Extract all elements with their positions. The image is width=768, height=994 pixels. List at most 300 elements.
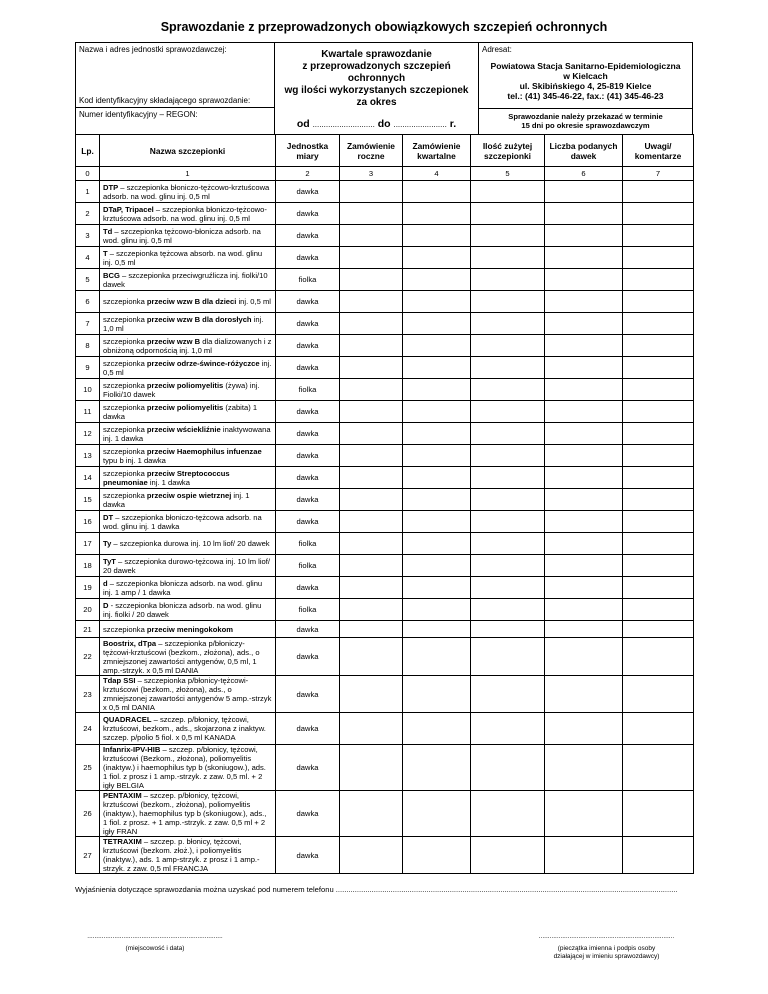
annual-order-cell[interactable] <box>340 676 403 713</box>
unit-of-measure: dawka <box>276 445 340 467</box>
vaccine-name: TETRAXIM – szczep. p. błonicy, tężcowi, krztuścowi (bezkom. złoż.), i poliomyelitis (inaktyw.), ads. 1 amp-strzyk. z prosz i 1 amp.-strzyk. z zaw. 0,5 ml FRANCJA <box>100 837 276 874</box>
comments-cell[interactable] <box>623 445 694 467</box>
form-title: Sprawozdanie z przeprowadzonych obowiązkowych szczepień ochronnych <box>160 20 608 34</box>
unit-of-measure: dawka <box>276 203 340 225</box>
comments-cell[interactable] <box>623 269 694 291</box>
table-row <box>76 291 694 313</box>
doses-given-cell[interactable] <box>545 357 623 379</box>
annual-order-cell[interactable] <box>340 555 403 577</box>
place-date-label: (miejscowość i data) <box>125 945 185 952</box>
unit-of-measure: fiolka <box>276 379 340 401</box>
table-row <box>76 445 694 467</box>
row-number: 18 <box>76 555 100 577</box>
row-number: 7 <box>76 313 100 335</box>
annual-order-cell[interactable] <box>340 791 403 837</box>
phone-note[interactable]: Wyjaśnienia dotyczące sprawozdania można uzyskać pod numerem telefonu .................................................................................................................................................................. <box>75 885 678 894</box>
doses-given-cell[interactable] <box>545 713 623 745</box>
vaccine-name: Tdap SSI – szczepionka p/błonicy-tężcowi-krztuścowi (bezkom., złożona), ads., o zmniejszonej zawartości antygenów 5 amp.-strzyk x 0,5 ml DANIA <box>100 676 276 713</box>
row-number: 25 <box>76 745 100 791</box>
used-quantity-cell[interactable] <box>471 676 545 713</box>
doses-given-cell[interactable] <box>545 555 623 577</box>
unit-of-measure: fiolka <box>276 269 340 291</box>
quarterly-order-cell[interactable] <box>403 837 471 874</box>
row-number: 15 <box>76 489 100 511</box>
unit-of-measure: dawka <box>276 291 340 313</box>
col-header-annual-order: Zamówienie roczne <box>340 135 403 167</box>
comments-cell[interactable] <box>623 335 694 357</box>
place-date-field[interactable] <box>75 933 235 953</box>
quarterly-order-cell[interactable] <box>403 638 471 676</box>
unit-of-measure: dawka <box>276 791 340 837</box>
addressee-box <box>478 42 693 109</box>
period-to-field[interactable]: ........................ <box>393 120 447 129</box>
doses-given-cell[interactable] <box>545 401 623 423</box>
table-row <box>76 837 694 874</box>
addressee-address <box>479 61 692 101</box>
comments-cell[interactable] <box>623 379 694 401</box>
unit-of-measure: dawka <box>276 638 340 676</box>
used-quantity-cell[interactable] <box>471 291 545 313</box>
quarterly-order-cell[interactable] <box>403 621 471 638</box>
doses-given-cell[interactable] <box>545 577 623 599</box>
annual-order-cell[interactable] <box>340 577 403 599</box>
used-quantity-cell[interactable] <box>471 511 545 533</box>
vaccine-name: d – szczepionka błonicza adsorb. na wod. glinu inj. 1 amp / 1 dawka <box>100 577 276 599</box>
period-suffix: r. <box>449 118 457 130</box>
vaccine-name: DTP – szczepionka błoniczo-tężcowo-krztuścowa adsorb. na wod. glinu inj. 0,5 ml <box>100 181 276 203</box>
vaccine-name: T – szczepionka tężcowa absorb. na wod. glinu inj. 0,5 ml <box>100 247 276 269</box>
used-quantity-cell[interactable] <box>471 379 545 401</box>
used-quantity-cell[interactable] <box>471 638 545 676</box>
col-header-quarterly-order: Zamówienie kwartalne <box>403 135 471 167</box>
doses-given-cell[interactable] <box>545 467 623 489</box>
table-row <box>76 745 694 791</box>
comments-cell[interactable] <box>623 621 694 638</box>
annual-order-cell[interactable] <box>340 467 403 489</box>
table-row <box>76 225 694 247</box>
unit-of-measure: dawka <box>276 676 340 713</box>
annual-order-cell[interactable] <box>340 599 403 621</box>
table-header-row <box>76 135 694 167</box>
annual-order-cell[interactable] <box>340 745 403 791</box>
row-number: 3 <box>76 225 100 247</box>
comments-cell[interactable] <box>623 225 694 247</box>
table-row <box>76 791 694 837</box>
row-number: 8 <box>76 335 100 357</box>
vaccine-name: szczepionka przeciw wzw B dla dorosłych inj. 1,0 ml <box>100 313 276 335</box>
doses-given-cell[interactable] <box>545 291 623 313</box>
annual-order-cell[interactable] <box>340 713 403 745</box>
row-number: 19 <box>76 577 100 599</box>
quarterly-order-cell[interactable] <box>403 401 471 423</box>
signature-dots: ........................................................................... <box>538 933 675 940</box>
unit-of-measure: dawka <box>276 357 340 379</box>
quarterly-order-cell[interactable] <box>403 313 471 335</box>
table-row <box>76 423 694 445</box>
regon-label: Numer identyfikacyjny – REGON: <box>79 110 198 119</box>
unit-of-measure: fiolka <box>276 599 340 621</box>
place-date-dots: ........................................................................... <box>87 933 223 940</box>
doses-given-cell[interactable] <box>545 269 623 291</box>
used-quantity-cell[interactable] <box>471 713 545 745</box>
doses-given-cell[interactable] <box>545 837 623 874</box>
unit-of-measure: fiolka <box>276 533 340 555</box>
table-row <box>76 577 694 599</box>
doses-given-cell[interactable] <box>545 621 623 638</box>
table-row <box>76 676 694 713</box>
row-number: 17 <box>76 533 100 555</box>
regon-box[interactable] <box>75 107 275 135</box>
doses-given-cell[interactable] <box>545 203 623 225</box>
used-quantity-cell[interactable] <box>471 357 545 379</box>
vaccine-name: szczepionka przeciw wzw B dla dializowanych i z obniżoną odpornością inj. 1,0 ml <box>100 335 276 357</box>
annual-order-cell[interactable] <box>340 247 403 269</box>
signature-label-line: działającej w imieniu sprawozdawcy) <box>553 953 660 960</box>
unit-of-measure: dawka <box>276 837 340 874</box>
annual-order-cell[interactable] <box>340 638 403 676</box>
quarterly-order-cell[interactable] <box>403 181 471 203</box>
table-row <box>76 621 694 638</box>
vaccine-name: Infanrix-IPV-HIB – szczep. p/błonicy, tężcowi, krztuścowi (Bezkom., złożona), poliomyelitis (inaktyw.) i haemophilus typ b (skoniugow.), ads. 1 fiol. z prosz i 1 amp.-strzyk. z zaw. 0,5 ml. + 2 igły BELGIA <box>100 745 276 791</box>
vaccine-name: szczepionka przeciw Haemophilus infuenzae typu b inj. 1 dawka <box>100 445 276 467</box>
unit-of-measure: dawka <box>276 745 340 791</box>
row-number: 14 <box>76 467 100 489</box>
report-title-line: ochronnych <box>347 73 406 84</box>
row-number: 1 <box>76 181 100 203</box>
quarterly-order-cell[interactable] <box>403 357 471 379</box>
col-number: 6 <box>545 167 623 181</box>
column-number-row <box>76 167 694 181</box>
used-quantity-cell[interactable] <box>471 621 545 638</box>
quarterly-order-cell[interactable] <box>403 445 471 467</box>
table-row <box>76 357 694 379</box>
annual-order-cell[interactable] <box>340 269 403 291</box>
quarterly-order-cell[interactable] <box>403 489 471 511</box>
doses-given-cell[interactable] <box>545 791 623 837</box>
quarterly-order-cell[interactable] <box>403 467 471 489</box>
doses-given-cell[interactable] <box>545 423 623 445</box>
quarterly-order-cell[interactable] <box>403 247 471 269</box>
row-number: 26 <box>76 791 100 837</box>
vaccine-name: szczepionka przeciw Streptococcus pneumoniae inj. 1 dawka <box>100 467 276 489</box>
comments-cell[interactable] <box>623 577 694 599</box>
used-quantity-cell[interactable] <box>471 269 545 291</box>
row-number: 12 <box>76 423 100 445</box>
comments-cell[interactable] <box>623 247 694 269</box>
comments-cell[interactable] <box>623 291 694 313</box>
quarterly-order-cell[interactable] <box>403 599 471 621</box>
row-number: 6 <box>76 291 100 313</box>
used-quantity-cell[interactable] <box>471 791 545 837</box>
unit-of-measure: dawka <box>276 713 340 745</box>
unit-of-measure: fiolka <box>276 555 340 577</box>
used-quantity-cell[interactable] <box>471 599 545 621</box>
comments-cell[interactable] <box>623 203 694 225</box>
vaccine-name: szczepionka przeciw wściekliźnie inaktywowana inj. 1 dawka <box>100 423 276 445</box>
used-quantity-cell[interactable] <box>471 401 545 423</box>
comments-cell[interactable] <box>623 423 694 445</box>
annual-order-cell[interactable] <box>340 401 403 423</box>
comments-cell[interactable] <box>623 599 694 621</box>
addressee-label: Adresat: <box>482 45 512 54</box>
quarterly-order-cell[interactable] <box>403 269 471 291</box>
table-row <box>76 401 694 423</box>
doses-given-cell[interactable] <box>545 225 623 247</box>
vaccine-name: szczepionka przeciw meningokokom <box>100 621 276 638</box>
table-row <box>76 181 694 203</box>
table-row <box>76 511 694 533</box>
doses-given-cell[interactable] <box>545 379 623 401</box>
annual-order-cell[interactable] <box>340 533 403 555</box>
addressee-line: ul. Skibińskiego 4, 25-819 Kielce <box>519 81 652 91</box>
table-row <box>76 489 694 511</box>
vaccine-name: PENTAXIM – szczep. p/błonicy, tężcowi, krztuścowi (bezkom., złożona), poliomyelitis (inaktyw.), haemophilus typ b (skoniugow.), ads., 1 fiol. z prosz. + 1 amp.-strzyk. z zaw. 0,5 ml + 2 igły FRAN <box>100 791 276 837</box>
vaccine-name: Boostrix, dTpa – szczepionka p/błoniczy-tężcowi-krztuścowi (bezkom., złożona), ads., o zmniejszonej zawartości antygenów, 0,5 ml, 1 amp.-strzyk. x 0,5 ml DANIA <box>100 638 276 676</box>
deadline-line: 15 dni po okresie sprawozdawczym <box>521 121 650 130</box>
annual-order-cell[interactable] <box>340 379 403 401</box>
used-quantity-cell[interactable] <box>471 335 545 357</box>
comments-cell[interactable] <box>623 638 694 676</box>
table-row <box>76 599 694 621</box>
addressee-line: tel.: (41) 345-46-22, fax.: (41) 345-46-23 <box>507 91 664 101</box>
quarterly-order-cell[interactable] <box>403 676 471 713</box>
doses-given-cell[interactable] <box>545 676 623 713</box>
quarterly-order-cell[interactable] <box>403 533 471 555</box>
period-to-label: do <box>377 118 391 130</box>
doses-given-cell[interactable] <box>545 745 623 791</box>
comments-cell[interactable] <box>623 401 694 423</box>
used-quantity-cell[interactable] <box>471 489 545 511</box>
used-quantity-cell[interactable] <box>471 247 545 269</box>
annual-order-cell[interactable] <box>340 445 403 467</box>
unit-name-label: Nazwa i adres jednostki sprawozdawczej: <box>79 45 227 54</box>
comments-cell[interactable] <box>623 489 694 511</box>
row-number: 5 <box>76 269 100 291</box>
vaccine-name: Td – szczepionka tężcowo-błonicza adsorb. na wod. glinu inj. 0,5 ml <box>100 225 276 247</box>
table-row <box>76 713 694 745</box>
unit-of-measure: dawka <box>276 401 340 423</box>
vaccine-name: Ty – szczepionka durowa inj. 10 lm liof/ 20 dawek <box>100 533 276 555</box>
doses-given-cell[interactable] <box>545 313 623 335</box>
col-header-unit: Jednostka miary <box>276 135 340 167</box>
row-number: 9 <box>76 357 100 379</box>
comments-cell[interactable] <box>623 791 694 837</box>
row-number: 20 <box>76 599 100 621</box>
col-number: 7 <box>623 167 694 181</box>
comments-cell[interactable] <box>623 533 694 555</box>
quarterly-order-cell[interactable] <box>403 225 471 247</box>
vaccine-name: szczepionka przeciw ospie wietrznej inj. 1 dawka <box>100 489 276 511</box>
col-number: 0 <box>76 167 100 181</box>
vaccine-name: szczepionka przeciw poliomyelitis (zabita) 1 dawka <box>100 401 276 423</box>
vaccine-name: DTaP, Tripacel – szczepionka błoniczo-tężcowo-krztuścowa adsorb. na wod. glinu inj. 0,5 ml <box>100 203 276 225</box>
annual-order-cell[interactable] <box>340 489 403 511</box>
quarterly-order-cell[interactable] <box>403 291 471 313</box>
quarterly-order-cell[interactable] <box>403 203 471 225</box>
vaccine-name: szczepionka przeciw wzw B dla dzieci inj. 0,5 ml <box>100 291 276 313</box>
annual-order-cell[interactable] <box>340 357 403 379</box>
annual-order-cell[interactable] <box>340 203 403 225</box>
doses-given-cell[interactable] <box>545 533 623 555</box>
row-number: 27 <box>76 837 100 874</box>
id-code-label: Kod identyfikacyjny składającego sprawozdanie: <box>79 96 251 105</box>
vaccine-name: QUADRACEL – szczep. p/błonicy, tężcowi, krztuścowi, bezkom., ads., skojarzona z inaktyw. szczep. p/polio 5 fiol. x 0,5 ml KANADA <box>100 713 276 745</box>
vaccine-name: szczepionka przeciw odrze-śwince-różyczce inj. 0,5 ml <box>100 357 276 379</box>
col-header-used: Ilość zużytej szczepionki <box>471 135 545 167</box>
unit-of-measure: dawka <box>276 335 340 357</box>
used-quantity-cell[interactable] <box>471 555 545 577</box>
table-row <box>76 555 694 577</box>
vaccine-name: TyT – szczepionka durowo-tężcowa inj. 10 lm liof/ 20 dawek <box>100 555 276 577</box>
addressee-line: w Kielcach <box>563 71 608 81</box>
doses-given-cell[interactable] <box>545 511 623 533</box>
used-quantity-cell[interactable] <box>471 313 545 335</box>
comments-cell[interactable] <box>623 313 694 335</box>
doses-given-cell[interactable] <box>545 638 623 676</box>
comments-cell[interactable] <box>623 745 694 791</box>
comments-cell[interactable] <box>623 467 694 489</box>
used-quantity-cell[interactable] <box>471 577 545 599</box>
doses-given-cell[interactable] <box>545 489 623 511</box>
report-period-box <box>274 42 479 135</box>
col-number: 1 <box>100 167 276 181</box>
used-quantity-cell[interactable] <box>471 445 545 467</box>
annual-order-cell[interactable] <box>340 511 403 533</box>
unit-of-measure: dawka <box>276 181 340 203</box>
row-number: 13 <box>76 445 100 467</box>
doses-given-cell[interactable] <box>545 599 623 621</box>
quarterly-order-cell[interactable] <box>403 511 471 533</box>
row-number: 23 <box>76 676 100 713</box>
table-row <box>76 467 694 489</box>
col-number: 5 <box>471 167 545 181</box>
vaccine-name: BCG – szczepionka przeciwgruźlicza inj. fiolki/10 dawek <box>100 269 276 291</box>
quarterly-order-cell[interactable] <box>403 745 471 791</box>
vaccine-name: D - szczepionka błonicza adsorb. na wod. glinu inj. fiolki / 20 dawek <box>100 599 276 621</box>
table-row <box>76 533 694 555</box>
table-row <box>76 335 694 357</box>
quarterly-order-cell[interactable] <box>403 791 471 837</box>
col-header-name: Nazwa szczepionki <box>100 135 276 167</box>
unit-of-measure: dawka <box>276 621 340 638</box>
annual-order-cell[interactable] <box>340 423 403 445</box>
unit-of-measure: dawka <box>276 511 340 533</box>
signature-label <box>520 945 693 961</box>
report-period <box>274 118 479 130</box>
annual-order-cell[interactable] <box>340 225 403 247</box>
report-title-line: wg ilości wykorzystanych szczepionek <box>284 85 469 96</box>
report-title-line: z przeprowadzonych szczepień <box>302 61 451 72</box>
row-number: 21 <box>76 621 100 638</box>
annual-order-cell[interactable] <box>340 181 403 203</box>
used-quantity-cell[interactable] <box>471 181 545 203</box>
comments-cell[interactable] <box>623 837 694 874</box>
row-number: 10 <box>76 379 100 401</box>
row-number: 22 <box>76 638 100 676</box>
col-header-doses: Liczba podanych dawek <box>545 135 623 167</box>
comments-cell[interactable] <box>623 181 694 203</box>
col-number: 2 <box>276 167 340 181</box>
col-header-lp: Lp. <box>76 135 100 167</box>
unit-name-box[interactable] <box>75 42 275 108</box>
comments-cell[interactable] <box>623 511 694 533</box>
used-quantity-cell[interactable] <box>471 533 545 555</box>
deadline-box <box>478 108 693 135</box>
period-from-label: od <box>296 118 310 130</box>
row-number: 2 <box>76 203 100 225</box>
addressee-line: Powiatowa Stacja Sanitarno-Epidemiologiczna <box>490 61 681 71</box>
doses-given-cell[interactable] <box>545 445 623 467</box>
doses-given-cell[interactable] <box>545 247 623 269</box>
unit-of-measure: dawka <box>276 247 340 269</box>
used-quantity-cell[interactable] <box>471 203 545 225</box>
col-header-comments: Uwagi/ komentarze <box>623 135 694 167</box>
unit-of-measure: dawka <box>276 423 340 445</box>
annual-order-cell[interactable] <box>340 837 403 874</box>
col-number: 4 <box>403 167 471 181</box>
quarterly-order-cell[interactable] <box>403 577 471 599</box>
report-title-line: za okres <box>356 97 397 108</box>
unit-of-measure: dawka <box>276 489 340 511</box>
table-row <box>76 379 694 401</box>
comments-cell[interactable] <box>623 555 694 577</box>
table-row <box>76 313 694 335</box>
table-row <box>76 203 694 225</box>
used-quantity-cell[interactable] <box>471 745 545 791</box>
doses-given-cell[interactable] <box>545 335 623 357</box>
report-type-title <box>274 49 479 109</box>
quarterly-order-cell[interactable] <box>403 713 471 745</box>
row-number: 24 <box>76 713 100 745</box>
col-number: 3 <box>340 167 403 181</box>
signature-field[interactable] <box>520 933 693 961</box>
table-row <box>76 269 694 291</box>
deadline-note <box>479 112 692 130</box>
comments-cell[interactable] <box>623 676 694 713</box>
comments-cell[interactable] <box>623 357 694 379</box>
used-quantity-cell[interactable] <box>471 467 545 489</box>
row-number: 11 <box>76 401 100 423</box>
used-quantity-cell[interactable] <box>471 837 545 874</box>
unit-of-measure: dawka <box>276 313 340 335</box>
doses-given-cell[interactable] <box>545 181 623 203</box>
quarterly-order-cell[interactable] <box>403 555 471 577</box>
vaccine-name: szczepionka przeciw poliomyelitis (żywa) inj. Fiolki/10 dawek <box>100 379 276 401</box>
quarterly-order-cell[interactable] <box>403 335 471 357</box>
used-quantity-cell[interactable] <box>471 423 545 445</box>
table-row <box>76 247 694 269</box>
annual-order-cell[interactable] <box>340 335 403 357</box>
quarterly-order-cell[interactable] <box>403 423 471 445</box>
annual-order-cell[interactable] <box>340 291 403 313</box>
comments-cell[interactable] <box>623 713 694 745</box>
report-title-line: Kwartale sprawozdanie <box>321 49 432 60</box>
used-quantity-cell[interactable] <box>471 225 545 247</box>
signature-label-line: (pieczątka imienna i podpis osoby <box>557 945 656 952</box>
vaccine-name: DT – szczepionka błoniczo-tężcowa adsorb. na wod. glinu inj. 1 dawka <box>100 511 276 533</box>
unit-of-measure: dawka <box>276 467 340 489</box>
vaccine-table <box>75 134 694 874</box>
annual-order-cell[interactable] <box>340 621 403 638</box>
table-row <box>76 638 694 676</box>
quarterly-order-cell[interactable] <box>403 379 471 401</box>
row-number: 16 <box>76 511 100 533</box>
period-from-field[interactable]: ............................ <box>312 120 375 129</box>
annual-order-cell[interactable] <box>340 313 403 335</box>
unit-of-measure: dawka <box>276 225 340 247</box>
deadline-line: Sprawozdanie należy przekazać w terminie <box>508 112 663 121</box>
row-number: 4 <box>76 247 100 269</box>
